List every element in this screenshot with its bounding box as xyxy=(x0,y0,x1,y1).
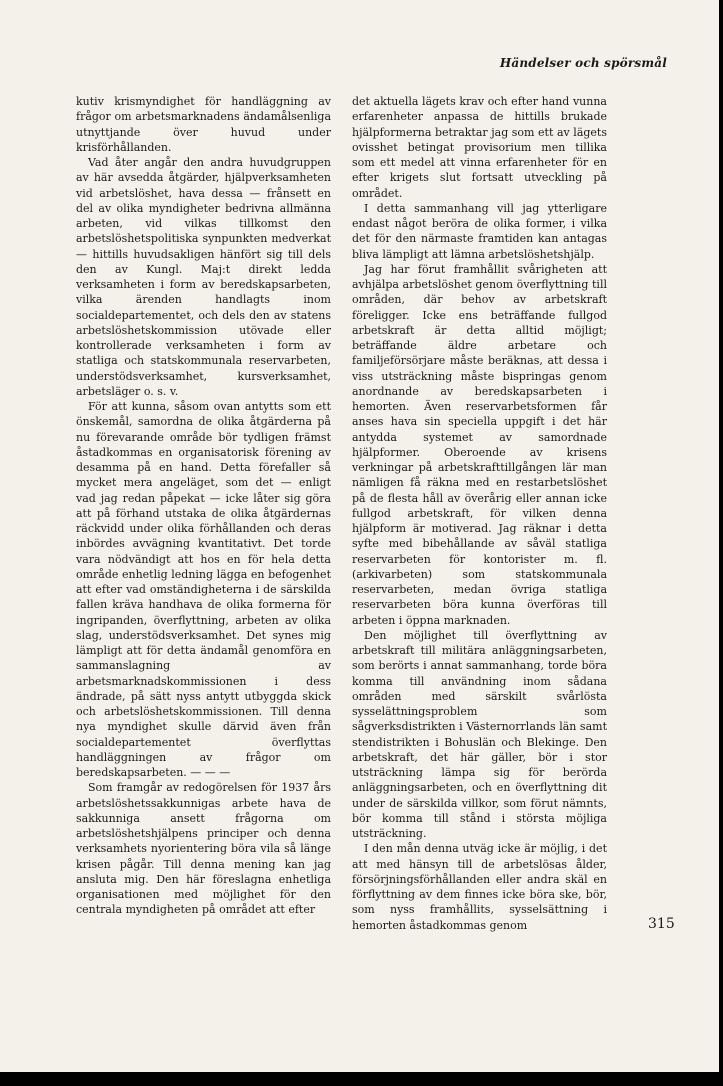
paragraph: Den möjlighet till överflyttning av arbetskraft till militära anläggningsarbeten, som berörts i annat sammanhang, torde böra komma till användning inom sådana områden med särskilt svårlösta sysselättningsproblem som sågverksdistrikten i Västernorrlands län samt stendistrikten i Bohuslän och Blekinge. Den arbetskraft, det här gäller, bör i stor utsträckning lämpa sig för berörda anläggningsarbeten, och en överflyttning dit under de särskilda villkor, som förut nämnts, bör komma till stånd i största möjliga utsträckning. xyxy=(352,628,607,840)
paragraph: Som framgår av redogörelsen för 1937 års arbetslöshetssakkunnigas arbete hava de sakkunniga ansett frågorna om arbetslöshetshjälpens principer och denna verksamhets nyorientering böra vila så länge krisen pågår. Till denna mening kan jag ansluta mig. Den här föreslagna enhetliga organisationen med möjlighet för den centrala myndigheten på området att efter xyxy=(76,781,331,917)
right-column xyxy=(352,94,607,933)
paragraph: det aktuella lägets krav och efter hand vunna erfarenheter anpassa de hittills brukade hjälpformerna betraktar jag som ett av lägets ovisshet betingat provisorium men tillika som ett medel att vinna erfarenheter för en efter krigets slut fortsatt utveckling på området. xyxy=(352,95,607,200)
scan-edge-right xyxy=(719,0,723,1086)
paragraph: Vad åter angår den andra huvudgruppen av här avsedda åtgärder, hjälpverksamheten vid arbetslöshet, hava dessa — frånsett en del av olika myndigheter bedrivna allmänna arbeten, vid vilkas tillkomst den arbetslöshetspolitiska synpunkten medverkat — hittills huvudsakligen hänfört sig till dels den av Kungl. Maj:t direkt ledda verksamheten i form av beredskapsarbeten, vilka ärenden handlagts inom socialdepartementet, och dels den av statens arbetslöshetskommission utövade eller kontrollerade verksamheten i form av statliga och statskommunala reservarbeten, understödsverksamhet, kursverksamhet, arbetsläger o. s. v. xyxy=(76,156,331,398)
left-column xyxy=(76,94,331,918)
running-head: Händelser och spörsmål xyxy=(499,56,667,70)
paragraph: I detta sammanhang vill jag ytterligare endast något beröra de olika former, i vilka det för den närmaste framtiden kan antagas bliva lämpligt att lämna arbetslöshetshjälp. xyxy=(352,201,607,261)
paragraph: För att kunna, såsom ovan antytts som ett önskemål, samordna de olika åtgärderna på nu förevarande område bör tydligen främst åstadkommas en organisatorisk förening av desamma på en hand. Detta förefaller så mycket mera angeläget, som det — enligt vad jag redan påpekat — icke låter sig göra att på förhand utstaka de olika åtgärdernas räckvidd under olika förhållanden och deras inbördes avvägning kvantitativt. Det torde vara nödvändigt att hos en för hela detta område enhetlig ledning lägga en befogenhet att efter vad omständigheterna i de särskilda fallen kräva handhava de olika formerna för ingripanden, överflyttning, arbeten av olika slag, understödsverksamhet. Det synes mig lämpligt att för detta ändamål genomföra en sammanslagning av arbetsmarknadskommissionen i dess ändrade, på sätt nyss antytt utbyggda skick och arbetslöshetskommissionen. Till denna nya myndighet skulle därvid även från socialdepartementet överflyttas handläggningen av frågor om beredskapsarbeten. — — — xyxy=(76,400,331,779)
paragraph: kutiv krismyndighet för handläggning av frågor om arbetsmarknadens ändamålsenliga utnyttjande över huvud under krisförhållanden. xyxy=(76,95,331,154)
scan-edge-bottom xyxy=(0,1072,723,1086)
page-number: 315 xyxy=(648,916,675,932)
paragraph: Jag har förut framhållit svårigheten att avhjälpa arbetslöshet genom överflyttning till områden, där behov av arbetskraft föreligger. Icke ens beträffande fullgod arbetskraft är detta alltid möjligt; beträffande äldre arbetare och familjeförsörjare måste beräknas, att dessa i viss utsträckning måste bispringas genom anordnande av beredskapsarbeten i hemorten. Även reservarbetsformen får anses hava sin speciella uppgift i det här antydda systemet av samordnade hjälpformer. Oberoende av krisens verkningar på arbetskrafttillgången lär man nämligen få räkna med en restarbetslöshet på de flesta håll av överårig eller annan icke fullgod arbetskraft, för vilken denna hjälpform är motiverad. Jag räknar i detta syfte med bibehållande av såväl statliga reservarbeten för kontorister m. fl. (arkivarbeten) som statskommunala reservarbeten, medan övriga statliga reservarbeten böra kunna överföras till arbeten i öppna marknaden. xyxy=(352,262,607,627)
paragraph: I den mån denna utväg icke är möjlig, i det att med hänsyn till de arbetslösas ålder, försörjningsförhållanden eller andra skäl en förflyttning av dem finnes icke böra ske, bör, som nyss framhållits, sysselsättning i hemorten åstadkommas genom xyxy=(352,842,607,932)
